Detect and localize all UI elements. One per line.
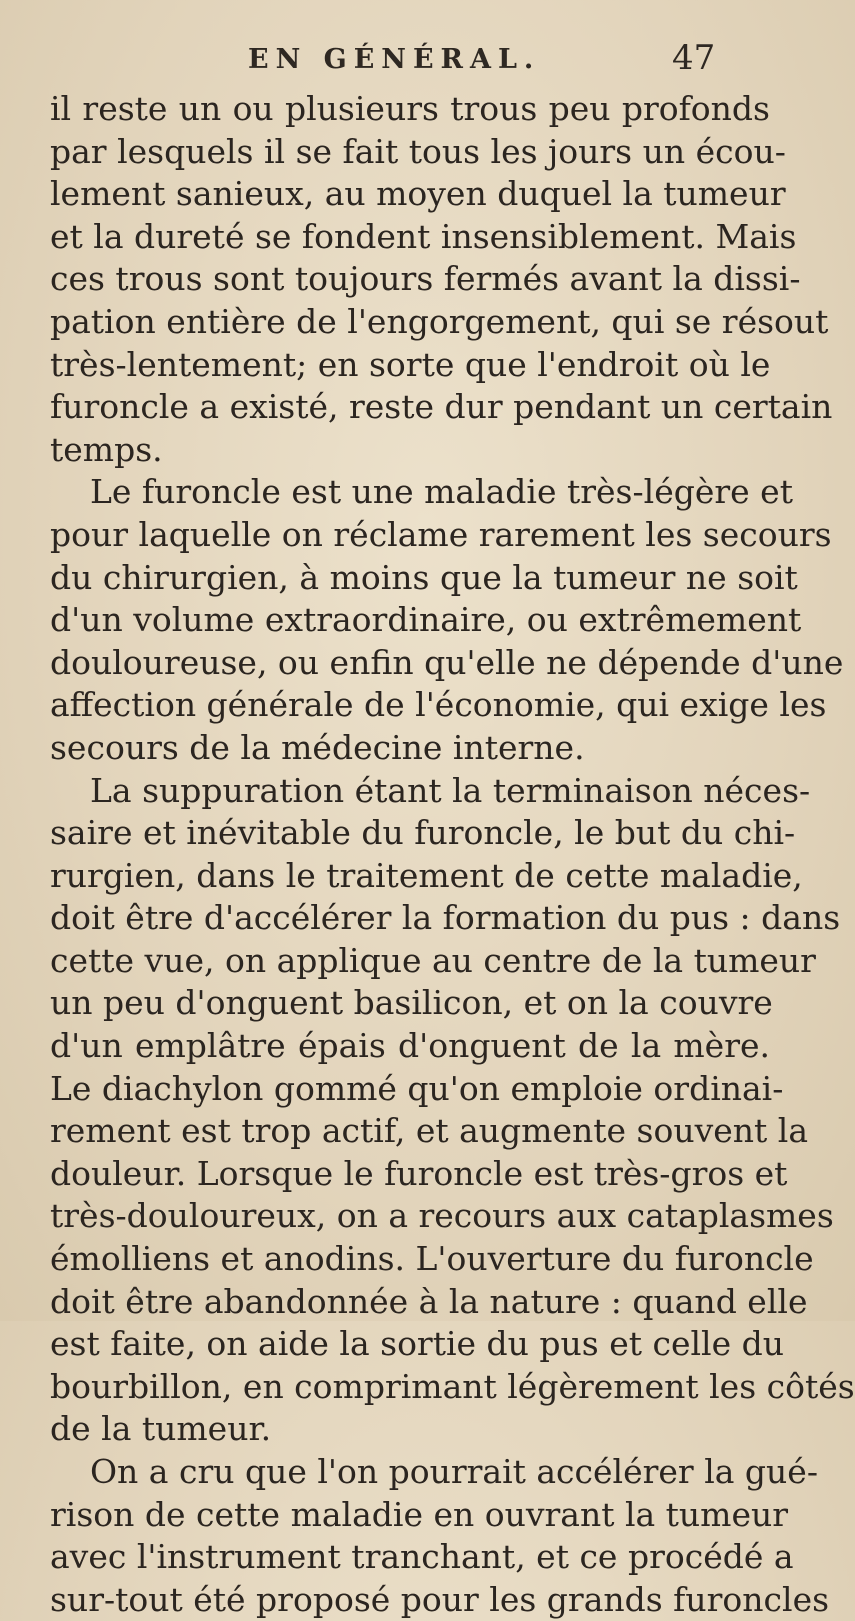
text-line: furoncle a existé, reste dur pendant un certain: [50, 387, 833, 427]
paragraph-start-line: On a cru que l'on pourrait accélérer la gué-: [90, 1452, 818, 1491]
text-line: douleur. Lorsque le furoncle est très-gros et: [50, 1153, 788, 1193]
text-line: sur-tout été proposé pour les grands furoncles: [50, 1579, 830, 1619]
paragraph-start-line: La suppuration étant la terminaison néces-: [90, 770, 811, 810]
text-line: est faite, on aide la sortie du pus et celle du: [50, 1324, 785, 1364]
page-number: 47: [672, 38, 716, 78]
text-line: doit être abandonnée à la nature : quand elle: [50, 1281, 808, 1321]
text-line: avec l'instrument tranchant, et ce procédé a: [50, 1537, 794, 1577]
text-line: bourbillon, en comprimant légèrement les côtés: [50, 1366, 855, 1406]
text-line: ces trous sont toujours fermés avant la dissi-: [50, 259, 801, 299]
text-line: temps.: [50, 429, 163, 469]
text-line: d'un emplâtre épais d'onguent de la mère.: [50, 1026, 770, 1066]
body-text: [50, 88, 855, 1621]
text-line: émolliens et anodins. L'ouverture du furoncle: [50, 1239, 814, 1279]
text-line: lement sanieux, au moyen duquel la tumeur: [50, 174, 786, 214]
text-line: de la tumeur.: [50, 1409, 272, 1449]
text-line: du chirurgien, à moins que la tumeur ne soit: [50, 557, 798, 597]
text-line: un peu d'onguent basilicon, et on la couvre: [50, 983, 773, 1023]
text-line: cette vue, on applique au centre de la tumeur: [50, 940, 816, 980]
text-line: très-lentement; en sorte que l'endroit où le: [50, 344, 771, 384]
text-line: douloureuse, ou enfin qu'elle ne dépende d'une: [50, 642, 844, 682]
text-line: rement est trop actif, et augmente souvent la: [50, 1111, 809, 1151]
text-line: saire et inévitable du furoncle, le but du chi-: [50, 813, 796, 853]
text-line: pour laquelle on réclame rarement les secours: [50, 514, 832, 554]
text-line: rison de cette maladie en ouvrant la tumeur: [50, 1494, 789, 1534]
text-line: affection générale de l'économie, qui exige les: [50, 685, 827, 725]
text-line: doit être d'accélérer la formation du pus : dans: [50, 898, 841, 938]
text-line: secours de la médecine interne.: [50, 727, 585, 767]
text-line: rurgien, dans le traitement de cette maladie,: [50, 855, 803, 895]
text-line: et la dureté se fondent insensiblement. Mais: [50, 216, 797, 256]
text-line: par lesquels il se fait tous les jours un écou-: [50, 131, 786, 171]
text-line: Le diachylon gommé qu'on emploie ordinai-: [50, 1068, 784, 1108]
text-line: pation entière de l'engorgement, qui se résout: [50, 301, 829, 341]
text-line: il reste un ou plusieurs trous peu profonds: [50, 89, 770, 128]
text-line: très-douloureux, on a recours aux cataplasmes: [50, 1196, 834, 1236]
running-head: EN GÉNÉRAL.: [248, 44, 541, 75]
paragraph-start-line: Le furoncle est une maladie très-légère et: [90, 472, 793, 512]
text-line: d'un volume extraordinaire, ou extrêmement: [50, 600, 802, 640]
